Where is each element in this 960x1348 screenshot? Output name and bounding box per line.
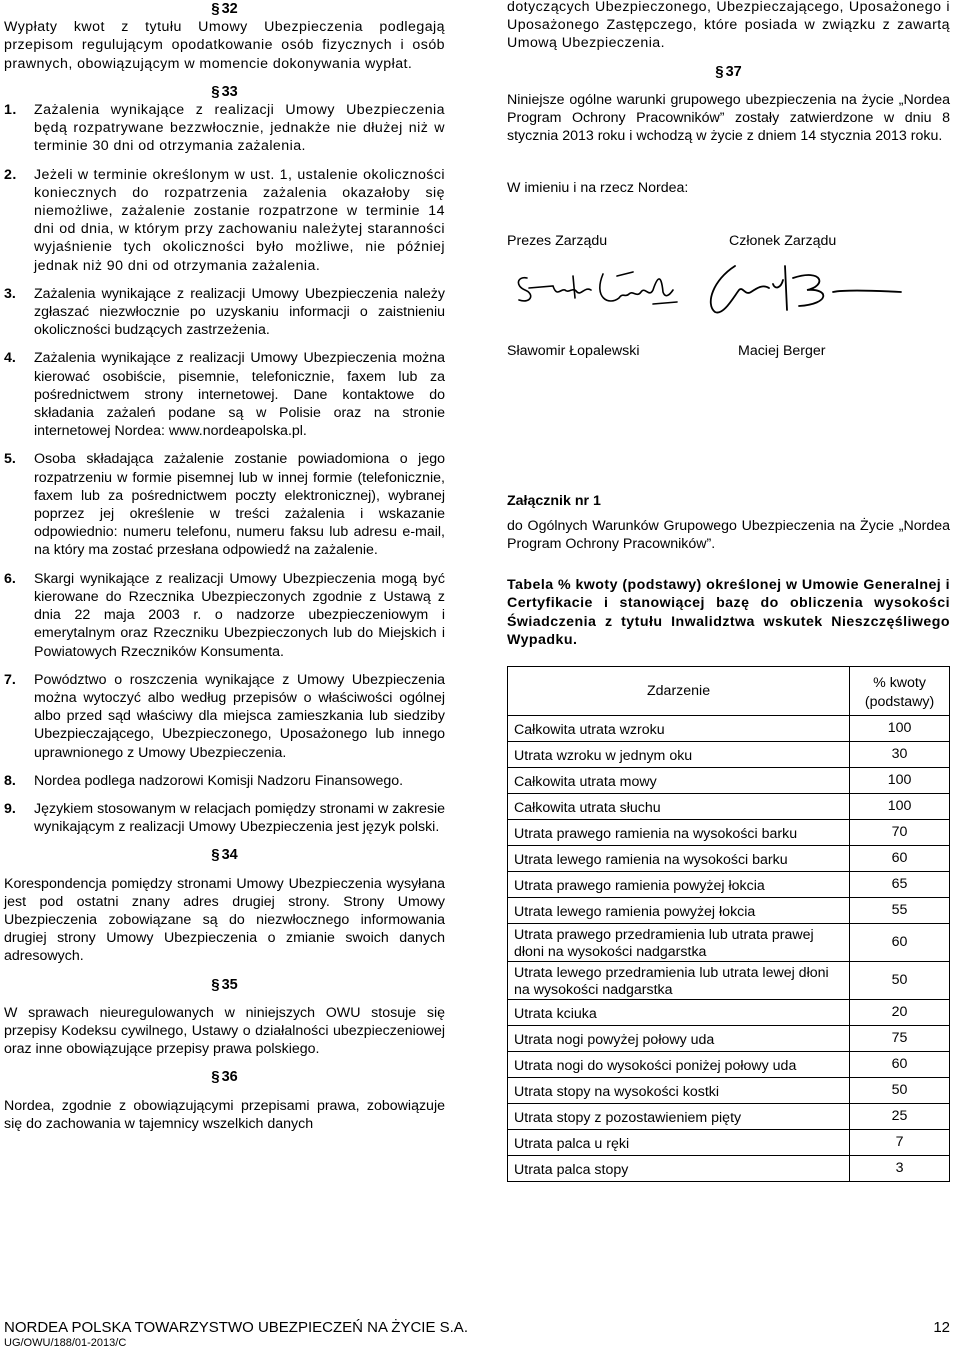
list-item-6: 6. Skargi wynikające z realizacji Umowy Ubezpieczenia mogą być kierowane do Rzecznika Ubezpieczonych zgodnie z Ustawą z dnia 22 maja 2003 r. o nadzorze ubezpieczeniowym i emerytalnym oraz Rzeczniku Ubezpieczonych lub do Miejskich i Powiatowych Rzeczników Konsumenta. [4,570,445,660]
table-row [508,1000,950,1026]
table-row [508,962,950,1000]
paragraph-35: W sprawach nieuregulowanych w niniejszych OWU stosuje się przepisy Kodeksu cywilnego, Ustawy o działalności ubezpieczeniowej oraz inne obowiązujące przepisy prawa polskiego. [4,1004,445,1058]
table-row [508,1078,950,1104]
signature-lopalewski [513,268,681,314]
paragraph-32: Wypłaty kwot z tytułu Umowy Ubezpieczenia podlegają przepisom regulującym opodatkowanie osób fizycznych i osób prawnych, obowiązującym w momencie dokonywania wypłat. [4,19,445,72]
signature-berger [703,260,903,318]
table-cell-percent: 3 [850,1156,950,1182]
table-cell-event: Utrata palca u ręki [508,1130,850,1156]
table-row [508,716,950,742]
annex-subtitle: do Ogólnych Warunków Grupowego Ubezpieczenia na Życie „Nordea Program Ochrony Pracowników”. [507,517,950,553]
list-item-7: 7. Powództwo o roszczenia wynikające z Umowy Ubezpieczenia można wytoczyć albo według przepisów o właściwości ogólnej albo przed sąd właściwy dla miejsca zamieszkania lub siedziby Ubezpieczającego, Ubezpieczonego, Uposażonego lub innego uprawnionego z Umowy Ubezpieczenia. [4,671,445,761]
list-item-9: 9. Językiem stosowanym w relacjach pomiędzy stronami w zakresie wynikającym z realizacji Umowy Ubezpieczenia jest język polski. [4,800,445,836]
table-cell-percent: 20 [850,1000,950,1026]
list-item-3: 3. Zażalenia wynikające z realizacji Umowy Ubezpieczenia należy zgłaszać niezwłocznie po uzyskaniu informacji o zaistnieniu okoliczności budzących zastrzeżenia. [4,285,445,339]
table-row [508,742,950,768]
table-cell-percent: 100 [850,716,950,742]
table-cell-percent: 30 [850,742,950,768]
table-cell-percent: 60 [850,1052,950,1078]
table-row [508,768,950,794]
page-number: 12 [933,1319,950,1336]
page-footer [4,1319,950,1348]
name-board-member: Maciej Berger [738,342,826,359]
table-row [508,794,950,820]
table-cell-event: Utrata lewego przedramienia lub utrata lewej dłoni na wysokości nadgarstka [508,962,850,1000]
annex-title: Załącznik nr 1 [507,492,601,509]
list-item-4: 4. Zażalenia wynikające z realizacji Umowy Ubezpieczenia można kierować osobiście, pisemnie, telefonicznie, faxem lub za pośrednictwem strony internetowej. Dane kontaktowe do składania zażaleń podane są w Polisie oraz na stronie internetowej Nordea: www.nordeapolska.pl. [4,350,445,440]
table-row [508,1052,950,1078]
header-percent: % kwoty (podstawy) [850,667,950,716]
table-row [508,1104,950,1130]
paragraph-36-continued: dotyczących Ubezpieczonego, Ubezpieczającego, Uposażonego i Uposażonego Zastępczego, które posiada w związku z zawartą Umową Ubezpieczenia. [507,0,950,52]
table-cell-event: Utrata prawego ramienia powyżej łokcia [508,872,850,898]
table-cell-event: Całkowita utrata wzroku [508,716,850,742]
table-cell-percent: 75 [850,1026,950,1052]
table-cell-event: Utrata wzroku w jednym oku [508,742,850,768]
footer-document-code: UG/OWU/188/01-2013/C [4,1337,127,1348]
table-cell-event: Utrata prawego ramienia na wysokości barku [508,820,850,846]
signatory-roles [507,232,950,250]
table-title: Tabela % kwoty (podstawy) określonej w Umowie Generalnej i Certyfikacie i stanowiącej bazę do obliczenia wysokości Świadczenia z tytułu Inwalidztwa wskutek Nieszczęśliwego Wypadku. [507,577,950,648]
list-item-8: 8. Nordea podlega nadzorowi Komisji Nadzoru Finansowego. [4,772,404,789]
table-row [508,898,950,924]
table-row [508,1156,950,1182]
name-president: Sławomir Łopalewski [507,342,640,359]
section-heading-34: § 34 [211,846,238,864]
header-event: Zdarzenie [508,667,850,716]
section-heading-33: § 33 [211,82,238,100]
disability-table [507,666,950,1182]
table-cell-percent: 60 [850,924,950,962]
table-cell-percent: 55 [850,898,950,924]
table-cell-event: Utrata stopy z pozostawieniem pięty [508,1104,850,1130]
table-cell-event: Utrata nogi do wysokości poniżej połowy uda [508,1052,850,1078]
table-cell-event: Utrata stopy na wysokości kostki [508,1078,850,1104]
table-cell-percent: 7 [850,1130,950,1156]
table-row [508,924,950,962]
section-heading-32: § 32 [211,0,238,17]
table-cell-event: Całkowita utrata mowy [508,768,850,794]
table-row [508,820,950,846]
table-row [508,846,950,872]
paragraph-37: Niniejsze ogólne warunki grupowego ubezpieczenia na życie „Nordea Program Ochrony Pracowników” zostały zatwierdzone w dniu 8 stycznia 2013 roku i wchodzą w życie z dniem 14 stycznia 2013 roku. [507,91,950,145]
table-cell-percent: 100 [850,768,950,794]
section-heading-36: § 36 [211,1068,238,1086]
table-cell-percent: 70 [850,820,950,846]
list-item-2: 2. Jeżeli w terminie określonym w ust. 1, ustalenie okoliczności koniecznych do rozpatrzenia zażalenia okazałoby się niemożliwe, zażalenie zostanie rozpatrzone w terminie 14 dni od dnia, w którym przy zachowaniu należytej staranności wyjaśnienie tych okoliczności było możliwe, nie później jednak niż 90 dni od otrzymania zażalenia. [4,166,445,274]
list-item-1: 1. Zażalenia wynikające z realizacji Umowy Ubezpieczenia będą rozpatrywane bezzwłocznie, jednakże nie dłużej niż w terminie 30 dni od otrzymania zażalenia. [4,102,445,155]
left-column [4,0,445,1133]
table-cell-event: Utrata prawego przedramienia lub utrata prawej dłoni na wysokości nadgarstka [508,924,850,962]
table-cell-event: Utrata kciuka [508,1000,850,1026]
table-header-row [508,667,950,716]
signatures [507,256,950,326]
table-row [508,1130,950,1156]
table-row [508,1026,950,1052]
table-cell-event: Utrata palca stopy [508,1156,850,1182]
table-cell-percent: 100 [850,794,950,820]
role-president: Prezes Zarządu [507,232,608,249]
table-cell-percent: 65 [850,872,950,898]
role-board-member: Członek Zarządu [729,232,837,249]
paragraph-34: Korespondencja pomiędzy stronami Umowy Ubezpieczenia wysyłana jest pod ostatni znany adres drugiej strony. Strony Umowy Ubezpieczenia zobowiązane są do niezwłocznego informowania drugiej strony Umowy Ubezpieczenia o zmianie swoich danych adresowych. [4,875,445,965]
table-cell-event: Utrata lewego ramienia powyżej łokcia [508,898,850,924]
on-behalf-label: W imieniu i na rzecz Nordea: [507,180,689,197]
table-cell-event: Utrata lewego ramienia na wysokości barku [508,846,850,872]
section-heading-35: § 35 [211,975,238,993]
table-cell-event: Całkowita utrata słuchu [508,794,850,820]
table-cell-percent: 60 [850,846,950,872]
section-heading-37: § 37 [715,62,742,80]
list-item-5: 5. Osoba składająca zażalenie zostanie powiadomiona o jego rozpatrzeniu w formie pisemnej lub w innej formie (telefonicznie, faxem lub za pośrednictwem poczty elektronicznej), wybranej poprzez jej określenie w treści zażalenia i wskazanie odpowiednio: numeru telefonu, numeru faksu lub adresu e-mail, na który ma zostać przesłana odpowiedź na zażalenie. [4,451,445,559]
paragraph-36: Nordea, zgodnie z obowiązującymi przepisami prawa, zobowiązuje się do zachowania w tajemnicy wszelkich danych [4,1097,445,1132]
table-cell-event: Utrata nogi powyżej połowy uda [508,1026,850,1052]
table-row [508,872,950,898]
table-cell-percent: 50 [850,962,950,1000]
table-cell-percent: 25 [850,1104,950,1130]
table-cell-percent: 50 [850,1078,950,1104]
signatory-names [507,342,950,360]
right-column [507,0,950,1182]
footer-company: NORDEA POLSKA TOWARZYSTWO UBEZPIECZEŃ NA ŻYCIE S.A. [4,1319,468,1336]
